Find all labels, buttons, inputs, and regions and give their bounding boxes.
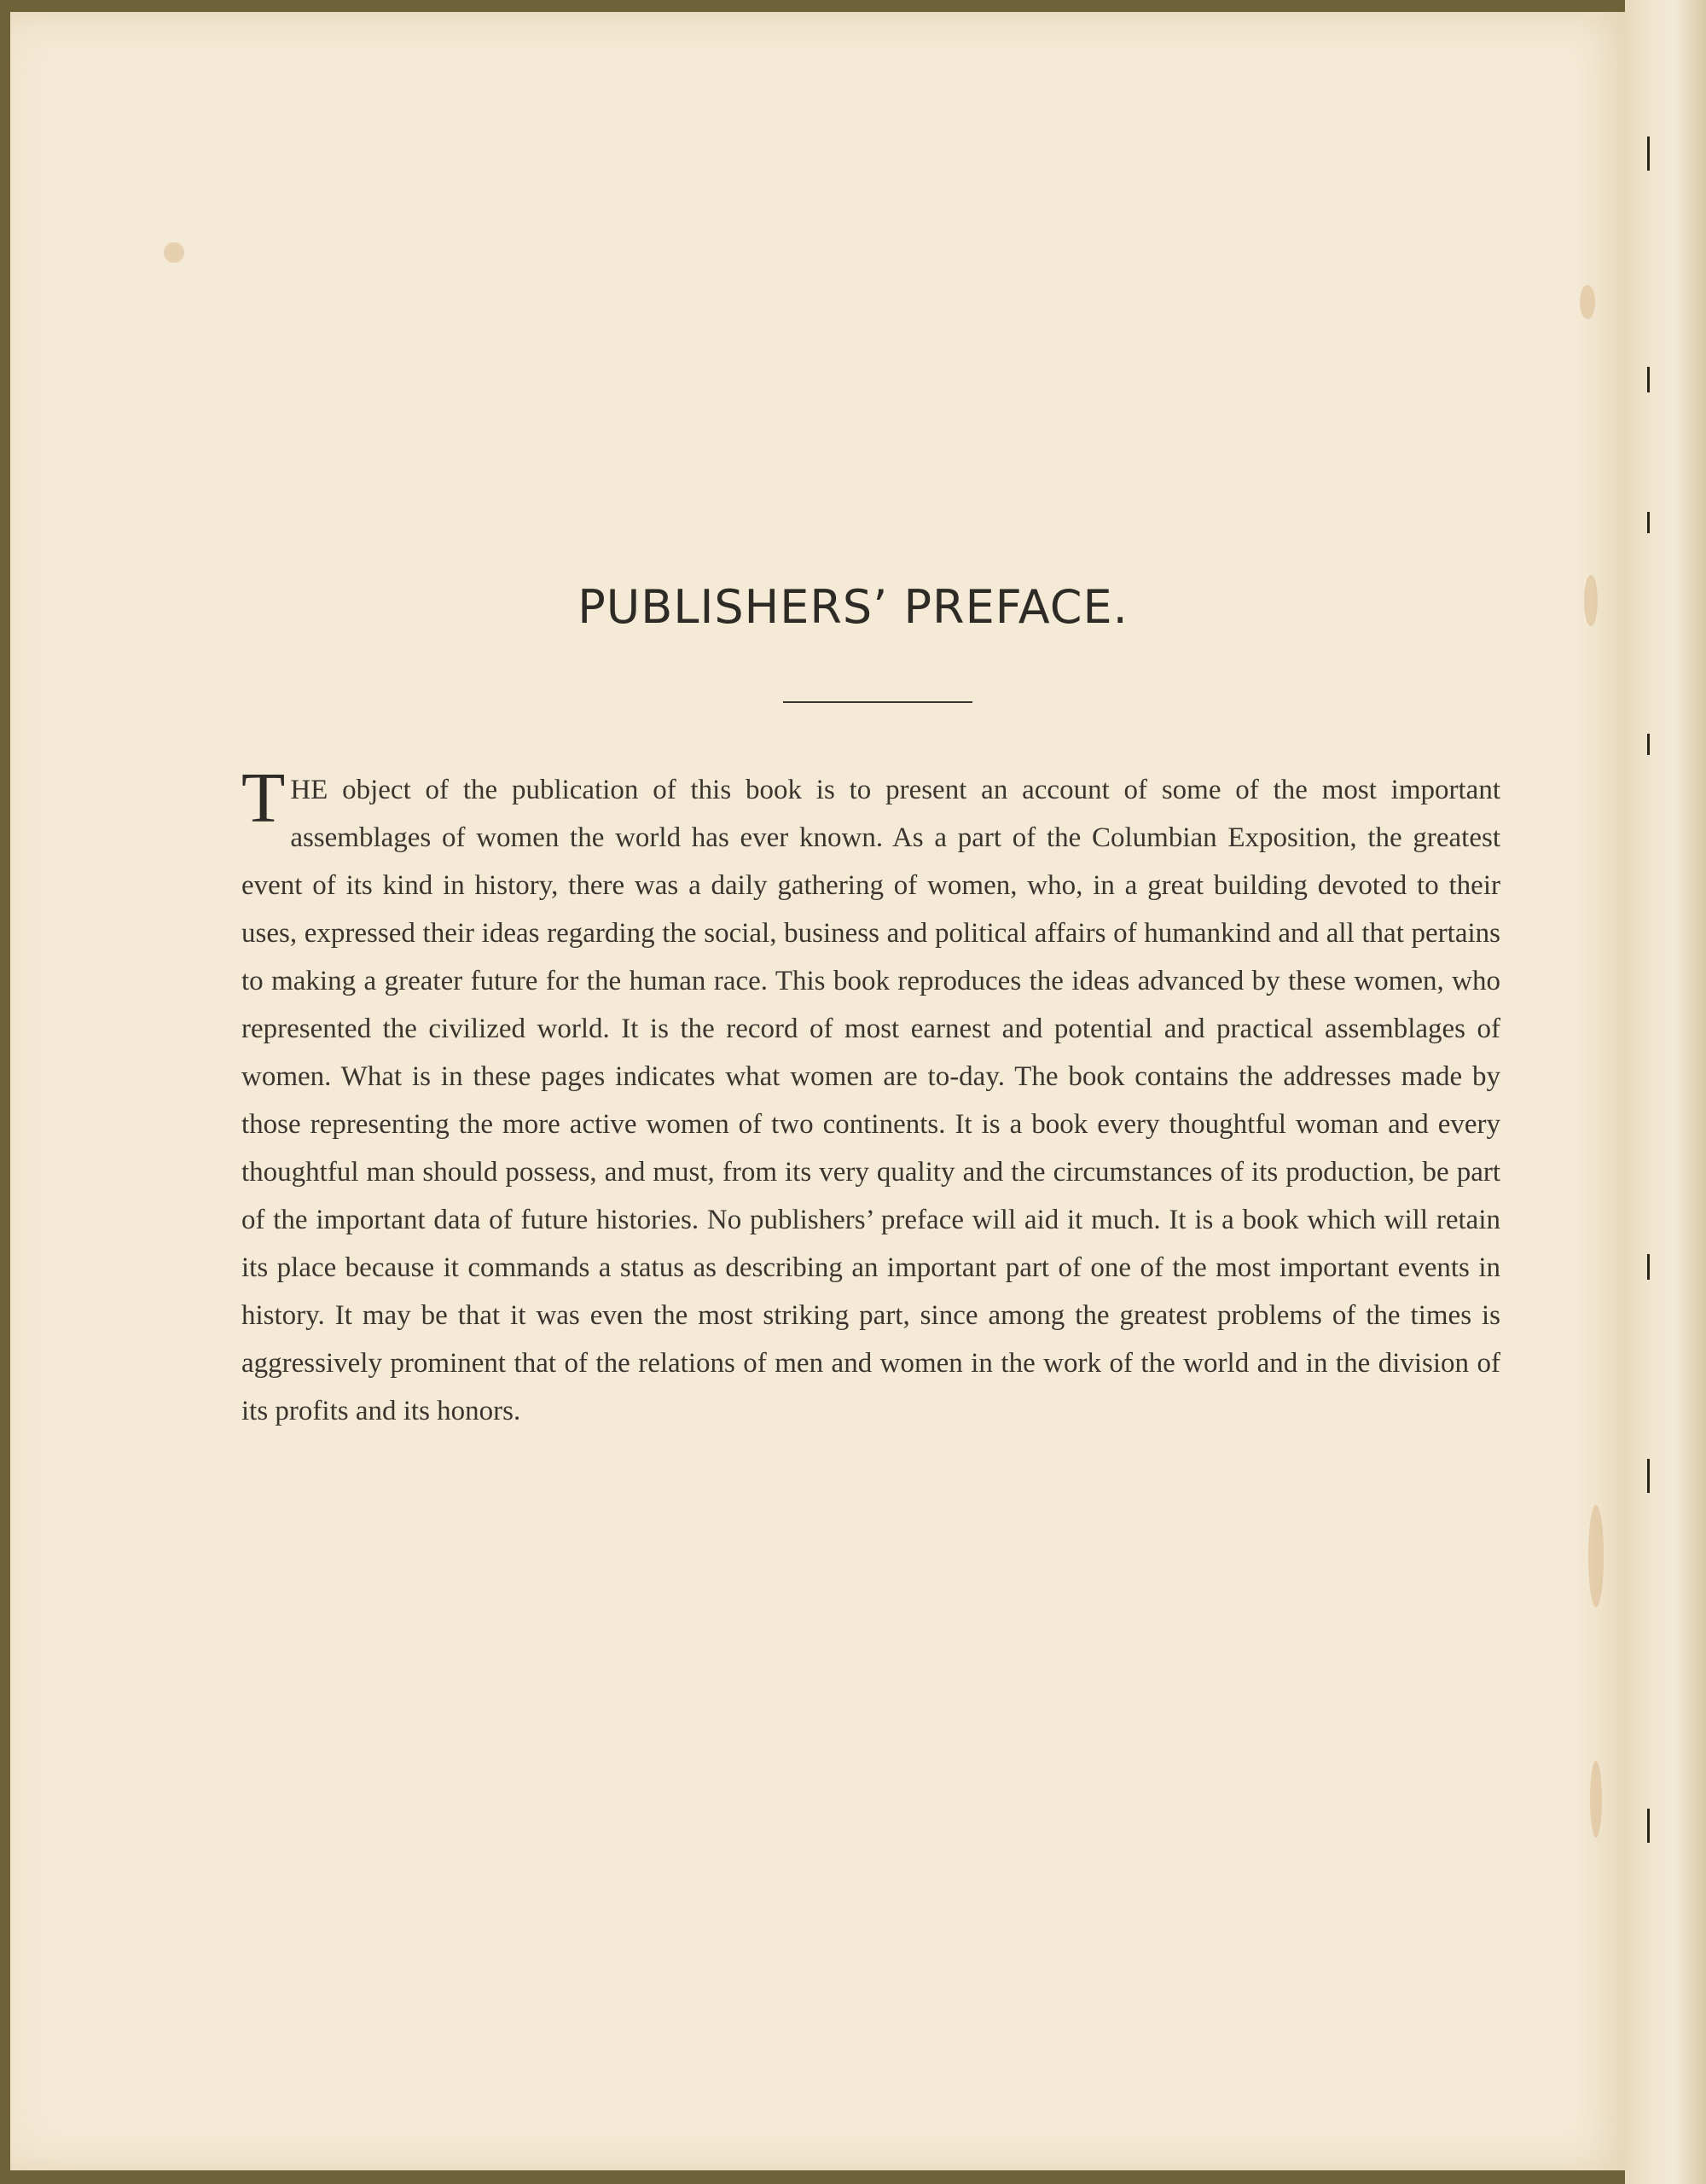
- title-divider: [783, 701, 972, 703]
- drop-cap: T: [241, 758, 286, 838]
- edge-mark: [1647, 1459, 1650, 1493]
- edge-mark: [1647, 734, 1650, 755]
- preface-body-text: HE object of the publication of this book is to present an account of some of the most important assemblages of women the world has ever known. As a part of the Columbian Exposition, the greatest event of its kind in history, there was a daily gathering of women, who, in a great building devoted to their uses, expressed their ideas regarding the social, business and political affairs of humankind and all that pertains to making a greater future for the human race. This book reproduces the ideas advanced by these women, who represented the civilized world. It is the record of most earnest and potential and practical assemblages of women. What is in these pages indicates what women are to-day. The book contains the addresses made by those representing the more active women of two continents. It is a book every thoughtful woman and every thoughtful man should possess, and must, from its very quality and the circumstances of its production, be part of the important data of future histories. No publishers’ preface will aid it much. It is a book which will retain its place because it commands a status as describing an important part of one of the most important events in history. It may be that it was even the most striking part, since among the greatest problems of the times is aggressively prominent that of the relations of men and women in the work of the world and in the division of its profits and its honors.: [241, 775, 1500, 1426]
- edge-mark: [1647, 136, 1650, 171]
- foxing-spot: [1588, 1505, 1604, 1607]
- preface-paragraph: [241, 758, 1500, 1435]
- page-title: PUBLISHERS’ PREFACE.: [577, 580, 1129, 634]
- edge-mark: [1647, 1254, 1650, 1280]
- edge-mark: [1647, 1809, 1650, 1843]
- foxing-spot: [1590, 1761, 1602, 1838]
- adjacent-page-edge: [1625, 0, 1706, 2184]
- edge-mark: [1647, 367, 1650, 392]
- edge-mark: [1647, 512, 1650, 533]
- foxing-spot: [164, 242, 184, 263]
- foxing-spot: [1580, 285, 1595, 319]
